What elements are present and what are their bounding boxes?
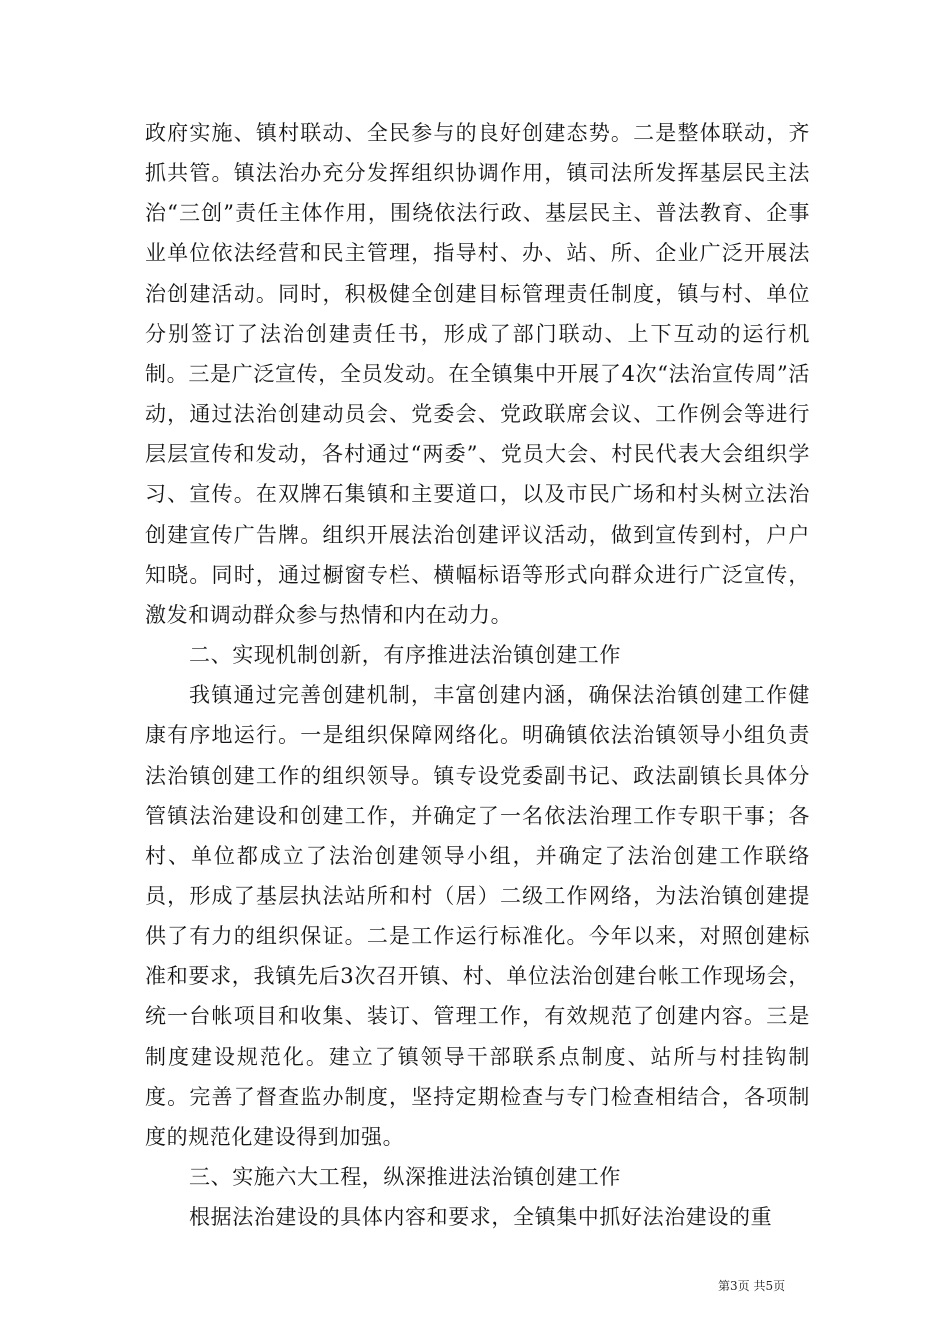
paragraph-mechanism: 我镇通过完善创建机制，丰富创建内涵，确保法治镇创建工作健康有序地运行。一是组织保障网络化。明确镇依法治镇领导小组负责法治镇创建工作的组织领导。镇专设党委副书记、政法副镇长具体分管镇法治建设和创建工作，并确定了一名依法治理工作专职干事；各村、单位都成立了法治创建领导小组，并确定了法治创建工作联络员，形成了基层执法站所和村（居）二级工作网络，为法治镇创建提供了有力的组织保证。二是工作运行标准化。今年以来，对照创建标准和要求，我镇先后3次召开镇、村、单位法治创建台帐工作现场会，统一台帐项目和收集、装订、管理工作，有效规范了创建内容。三是制度建设规范化。建立了镇领导干部联系点制度、站所与村挂钩制度。完善了督查监办制度，坚持定期检查与专门检查相结合，各项制度的规范化建设得到加强。 (145, 683, 810, 1149)
section-heading-two: 二、实现机制创新，有序推进法治镇创建工作 (189, 643, 621, 668)
paragraph-six-projects: 根据法治建设的具体内容和要求，全镇集中抓好法治建设的重 (189, 1205, 773, 1230)
section-heading-three: 三、实施六大工程，纵深推进法治镇创建工作 (189, 1165, 621, 1190)
paragraph-continuation: 政府实施、镇村联动、全民参与的良好创建态势。二是整体联动，齐抓共管。镇法治办充分发挥组织协调作用，镇司法所发挥基层民主法治“三创”责任主体作用，围绕依法行政、基层民主、普法教育、企事业单位依法经营和民主管理，指导村、办、站、所、企业广泛开展法治创建活动。同时，积极健全创建目标管理责任制度，镇与村、单位分别签订了法治创建责任书，形成了部门联动、上下互动的运行机制。三是广泛宣传，全员发动。在全镇集中开展了4次“法治宣传周”活动，通过法治创建动员会、党委会、党政联席会议、工作例会等进行层层宣传和发动，各村通过“两委”、党员大会、村民代表大会组织学习、宣传。在双牌石集镇和主要道口，以及市民广场和村头树立法治创建宣传广告牌。组织开展法治创建评议活动，做到宣传到村，户户知晓。同时，通过橱窗专栏、横幅标语等形式向群众进行广泛宣传，激发和调动群众参与热情和内在动力。 (145, 121, 810, 627)
page-number-footer: 第3页 共5页 (718, 1279, 786, 1293)
document-body (145, 113, 810, 1237)
